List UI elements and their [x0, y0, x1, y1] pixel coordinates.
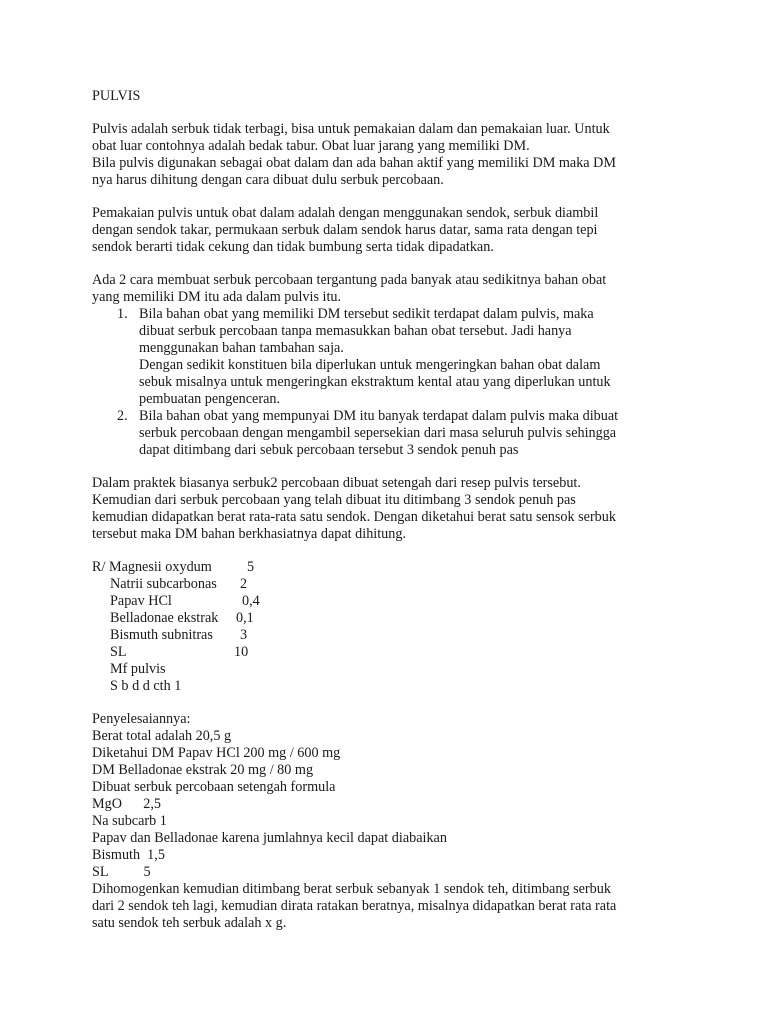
solution-line: Penyelesaiannya: — [92, 711, 191, 727]
solution-line: Dihomogenkan kemudian ditimbang berat serbuk sebanyak 1 sendok teh, ditimbang serbuk — [92, 881, 611, 897]
solution-line: DM Belladonae ekstrak 20 mg / 80 mg — [92, 762, 314, 778]
recipe-item-value: 10 — [234, 644, 249, 660]
paragraph-line: yang memiliki DM itu ada dalam pulvis itu. — [92, 289, 342, 305]
paragraph-line: obat luar contohnya adalah bedak tabur. Obat luar jarang yang memiliki DM. — [92, 138, 530, 154]
recipe-item-name: Papav HCl — [110, 593, 172, 609]
recipe-item-value: 5 — [247, 559, 255, 575]
paragraph-line: Kemudian dari serbuk percobaan yang telah dibuat itu ditimbang 3 sendok penuh pas — [92, 492, 576, 508]
solution-line: dari 2 sendok teh lagi, kemudian dirata ratakan beratnya, misalnya didapatkan berat rata rata — [92, 898, 617, 914]
list-item-line: Bila bahan obat yang memiliki DM tersebut sedikit terdapat dalam pulvis, maka — [139, 306, 594, 322]
recipe-item-name: R/ Magnesii oxydum — [92, 559, 212, 575]
paragraph-line: sendok berarti tidak cekung dan tidak bumbung serta tidak dipadatkan. — [92, 239, 494, 255]
recipe-item-value: 0,1 — [236, 610, 254, 626]
recipe-item-name: Mf pulvis — [110, 661, 166, 677]
list-item-line: dapat ditimbang dari sebuk percobaan tersebut 3 sendok penuh pas — [139, 442, 519, 458]
paragraph-line: kemudian didapatkan berat rata-rata satu sendok. Dengan diketahui berat satu sensok serbuk — [92, 509, 616, 525]
page-title: PULVIS — [92, 88, 141, 104]
solution-line: Bismuth 1,5 — [92, 847, 165, 863]
list-item-line: menggunakan bahan tambahan saja. — [139, 340, 344, 356]
paragraph-line: Bila pulvis digunakan sebagai obat dalam dan ada bahan aktif yang memiliki DM maka DM — [92, 155, 617, 171]
solution-line: Dibuat serbuk percobaan setengah formula — [92, 779, 336, 795]
paragraph-line: Dalam praktek biasanya serbuk2 percobaan dibuat setengah dari resep pulvis tersebut. — [92, 475, 581, 491]
solution-line: satu sendok teh serbuk adalah x g. — [92, 915, 287, 931]
recipe-item-value: 3 — [240, 627, 248, 643]
list-number: 1. — [117, 306, 128, 322]
recipe-item-name: Natrii subcarbonas — [110, 576, 217, 592]
list-number: 2. — [117, 408, 128, 424]
list-item-line: Dengan sedikit konstituen bila diperlukan untuk mengeringkan bahan obat dalam — [139, 357, 601, 373]
paragraph-line: nya harus dihitung dengan cara dibuat dulu serbuk percobaan. — [92, 172, 444, 188]
recipe-item-value: 0,4 — [242, 593, 260, 609]
list-item-line: serbuk percobaan dengan mengambil sepersekian dari masa seluruh pulvis sehingga — [139, 425, 617, 441]
list-item-line: dibuat serbuk percobaan tanpa memasukkan bahan obat tersebut. Jadi hanya — [139, 323, 572, 339]
solution-line: Papav dan Belladonae karena jumlahnya kecil dapat diabaikan — [92, 830, 447, 846]
solution-line: Berat total adalah 20,5 g — [92, 728, 232, 744]
recipe-item-name: Belladonae ekstrak — [110, 610, 219, 626]
solution-line: SL 5 — [92, 864, 151, 880]
solution-line: Na subcarb 1 — [92, 813, 167, 829]
solution-line: Diketahui DM Papav HCl 200 mg / 600 mg — [92, 745, 341, 761]
list-item-line: sebuk misalnya untuk mengeringkan ekstraktum kental atau yang diperlukan untuk — [139, 374, 611, 390]
recipe-item-value: 2 — [240, 576, 248, 592]
list-item-line: pembuatan pengenceran. — [139, 391, 281, 407]
recipe-item-name: SL — [110, 644, 127, 660]
paragraph-line: tersebut maka DM bahan berkhasiatnya dapat dihitung. — [92, 526, 407, 542]
paragraph-line: dengan sendok takar, permukaan serbuk dalam sendok harus datar, sama rata dengan tepi — [92, 222, 598, 238]
recipe-item-name: Bismuth subnitras — [110, 627, 213, 643]
paragraph-line: Pemakaian pulvis untuk obat dalam adalah dengan menggunakan sendok, serbuk diambil — [92, 205, 599, 221]
list-item-line: Bila bahan obat yang mempunyai DM itu banyak terdapat dalam pulvis maka dibuat — [139, 408, 619, 424]
solution-line: MgO 2,5 — [92, 796, 161, 812]
paragraph-line: Ada 2 cara membuat serbuk percobaan tergantung pada banyak atau sedikitnya bahan obat — [92, 272, 607, 288]
recipe-item-name: S b d d cth 1 — [110, 678, 182, 694]
paragraph-line: Pulvis adalah serbuk tidak terbagi, bisa untuk pemakaian dalam dan pemakaian luar. Untuk — [92, 121, 610, 137]
